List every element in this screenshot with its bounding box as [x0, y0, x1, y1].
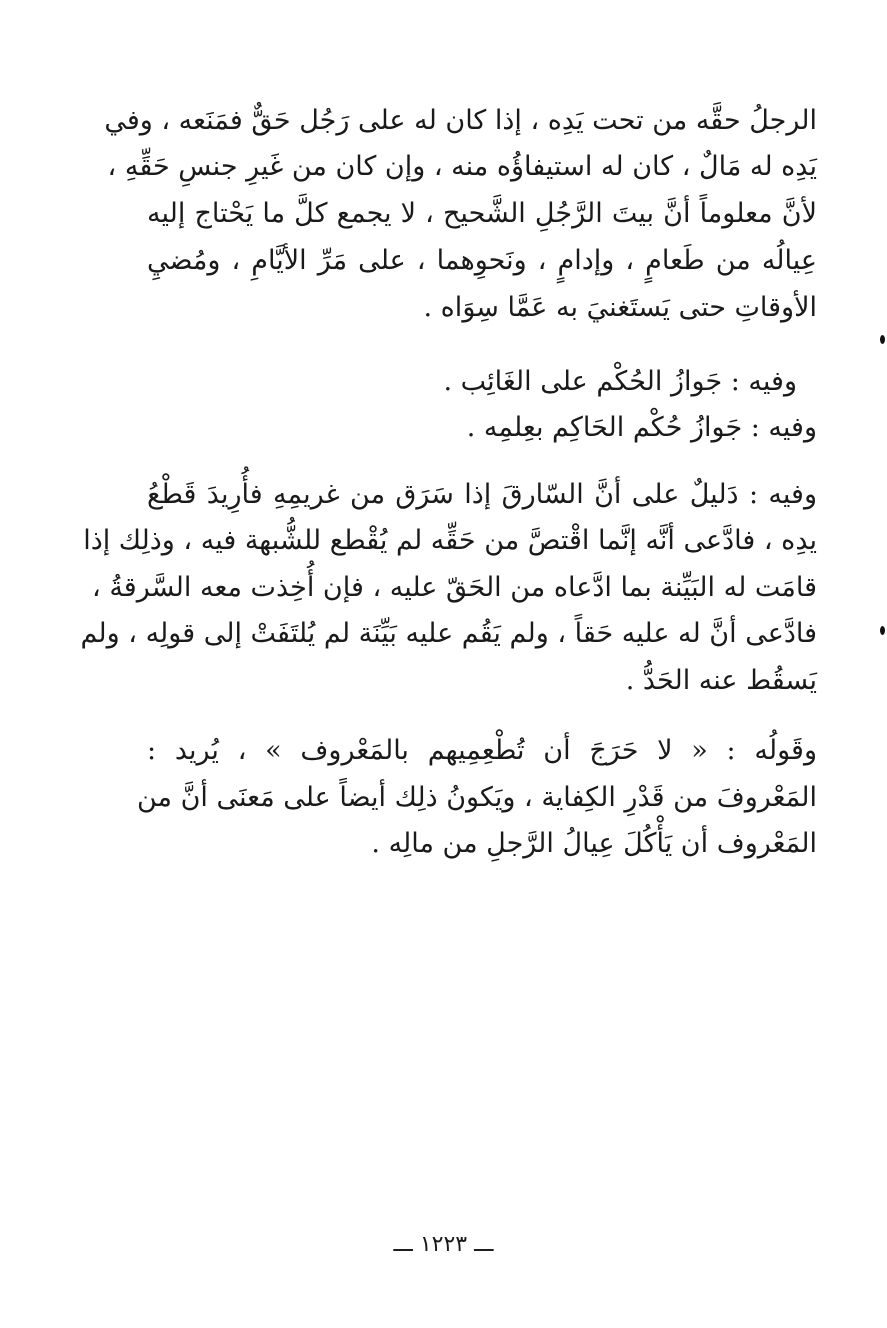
text-line: لأنَّ معلوماً أنَّ بيتَ الرَّجُلِ الشَّحيح ، لا يجمع كلَّ ما يَحْتاج إليه [147, 198, 817, 229]
page-number: ـــ ١٢٢٣ ـــ [393, 1232, 494, 1257]
text-line: المَعْروفَ من قَدْرِ الكِفاية ، ويَكونُ ذلِك أيضاً على مَعنَى أنَّ من [137, 782, 817, 813]
scan-mark [880, 335, 885, 344]
text-line: فادَّعى أنَّ له عليه حَقاً ، ولم يَقُم عليه بَيِّنَة لم يُلتَفَتْ إلى قولِه ، ولم [80, 618, 817, 649]
text-line: يَدِه له مَالٌ ، كان له استيفاؤُه منه ، وإن كان من غَيرِ جنسِ حَقِّهِ ، [107, 151, 817, 182]
text-line: عِيالُه من طَعامٍ ، وإدامٍ ، ونَحوِهما ، على مَرِّ الأيَّامِ ، ومُضيِ [147, 245, 817, 276]
text-line: يدِه ، فادَّعى أنَّه إنَّما اقْتصَّ من حَقِّه لم يُقْطع للشُّبهة فيه ، وذلِك إذا [83, 525, 817, 556]
text-line: يَسقُط عنه الحَدُّ . [625, 665, 817, 696]
text-line: الأوقاتِ حتى يَستَغنيَ به عَمَّا سِوَاه . [423, 292, 817, 323]
scan-mark [880, 626, 885, 635]
text-line: قامَت له البَيِّنة بما ادَّعاه من الحَقّ عليه ، فإن أُخِذت معه السَّرقةُ ، [92, 572, 817, 603]
text-line: المَعْروف أن يَأْكُلَ عِيالُ الرَّجلِ من مالِه . [371, 828, 817, 859]
text-line: وفيه : جَوازُ حُكْم الحَاكِم بعِلمِه . [466, 412, 817, 443]
text-line: وفيه : دَليلٌ على أنَّ السّارقَ إذا سَرَق من غريمِهِ فأُرِيدَ قَطْعُ [147, 479, 817, 510]
text-line: الرجلُ حقَّه من تحت يَدِه ، إذا كان له على رَجُل حَقٌّ فمَنَعه ، وفي [104, 105, 817, 136]
text-line: وفيه : جَوازُ الحُكْم على الغَائِب . [443, 366, 797, 397]
text-line: وقَولُه : « لا حَرَجَ أن تُطْعِمِيهم بالمَعْروف » ، يُريد : [147, 735, 817, 766]
